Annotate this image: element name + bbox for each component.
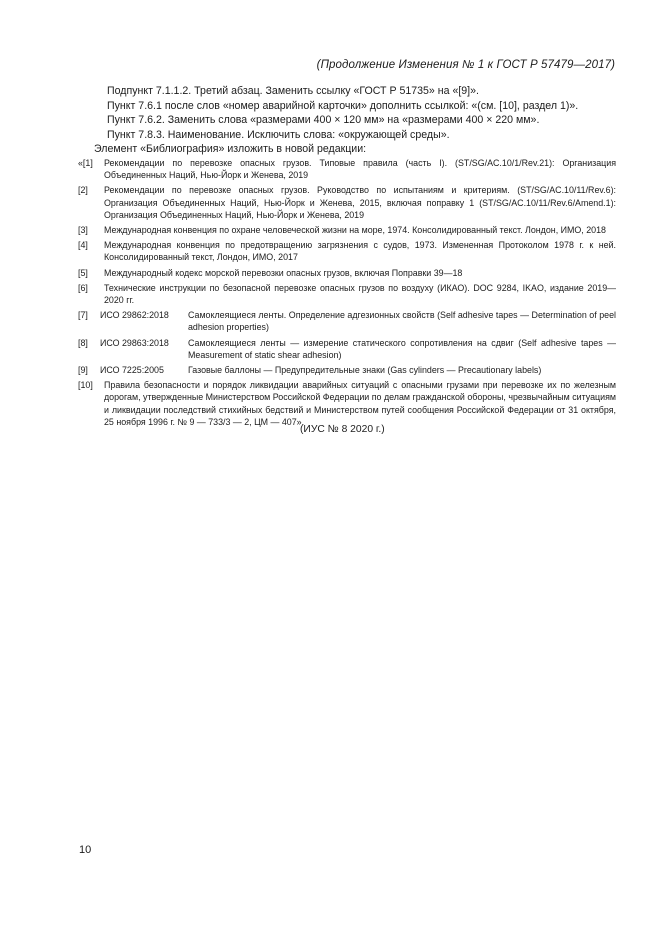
entry-text: Рекомендации по перевозке опасных грузов. Руководство по испытаниям и критериям. (ST/SG/AC.10/11/Rev.6): Организация Объединенных Наций, Нью-Йорк и Женева, 2015, включая поправку 1 (ST/SG/AC.10/11/Rev.6/Amend.1): Организация Объединенных Наций, Нью-Йорк и Женева, 2019 [104,185,616,220]
amendment-line: Пункт 7.6.1 после слов «номер аварийной карточки» дополнить ссылкой: «(см. [10], раздел 1)». [107,99,579,112]
standard-entry [78,364,616,376]
bibliography [78,157,616,431]
entry-number: [7] [78,310,88,321]
page-number: 10 [79,844,92,856]
entry-text: Международная конвенция по охране человеческой жизни на море, 1974. Консолидированный текст. Лондон, ИМО, 2018 [104,225,606,236]
entry-text: Правила безопасности и порядок ликвидации аварийных ситуаций с опасными грузами при перевозке их по железным дорогам, утвержденные Министерством Российской Федерации по делам гражданской обороны, чрезвычайным ситуациям и ликвидации последствий стихийных бедствий и Министерством путей сообщения Российской Федерации от 31 октября, 25 ноября 1996 г. № 9 — 733/3 — 2, ЦМ — 407». [104,380,616,427]
bibliography-entry [78,379,616,428]
entry-number: [5] [78,267,88,278]
amendment-line: Пункт 7.8.3. Наименование. Исключить слова: «окружающей среды». [107,128,450,141]
amendment-line: Элемент «Библиография» изложить в новой редакции: [94,143,367,155]
entry-number: «[1] [78,158,93,168]
bibliography-entry [78,282,616,306]
ius-reference: (ИУС № 8 2020 г.) [300,424,385,435]
entry-number: [9] [78,365,88,376]
amendment-line: Подпункт 7.1.1.2. Третий абзац. Заменить ссылку «ГОСТ Р 51735» на «[9]». [107,85,479,97]
standard-code: ИСО 29863:2018 [100,337,169,348]
entry-number: [2] [78,185,88,196]
standard-title: Самоклеящиеся ленты. Определение адгезионных свойств (Self adhesive tapes — Determination of peel adhesion properties) [188,310,616,333]
standard-entry [78,309,616,333]
standard-code: ИСО 7225:2005 [100,365,164,376]
entry-number: [6] [78,282,88,293]
running-header: (Продолжение Изменения № 1 к ГОСТ Р 57479—2017) [316,59,615,71]
entry-text: Рекомендации по перевозке опасных грузов. Типовые правила (часть I). (ST/SG/AC.10/1/Rev.21): Организация Объединенных Наций, Нью-Йорк и Женева, 2019 [104,158,616,181]
amendment-line: Пункт 7.6.2. Заменить слова «размерами 400 × 120 мм» на «размерами 400 × 220 мм». [107,114,540,126]
standard-title: Газовые баллоны — Предупредительные знаки (Gas cylinders — Precautionary labels) [188,365,542,376]
bibliography-entry [78,239,616,263]
entry-text: Международная конвенция по предотвращению загрязнения с судов, 1973. Измененная Протоколом 1978 г. к ней. Консолидированный текст, Лондон, ИМО, 2017 [104,240,616,263]
bibliography-entry [78,184,616,221]
amendment-text [94,84,627,157]
entry-text: Технические инструкции по безопасной перевозке опасных грузов по воздуху (ИКАО). DOC 9284, IKAO, издание 2019—2020 гг. [104,282,616,306]
standard-title: Самоклеящиеся ленты — измерение статического сопротивления на сдвиг (Self adhesive tapes — Measurement of static shear adhesion) [188,337,616,360]
entry-number: [8] [78,337,88,348]
bibliography-entry [78,157,616,181]
entry-number: [10] [78,380,93,391]
entry-text: Международный кодекс морской перевозки опасных грузов, включая Поправки 39—18 [104,267,463,278]
standard-code: ИСО 29862:2018 [100,310,169,321]
entry-number: [3] [78,225,88,236]
entry-number: [4] [78,240,88,251]
standard-entry [78,337,616,361]
bibliography-entry [78,224,616,236]
bibliography-entry [78,267,616,279]
